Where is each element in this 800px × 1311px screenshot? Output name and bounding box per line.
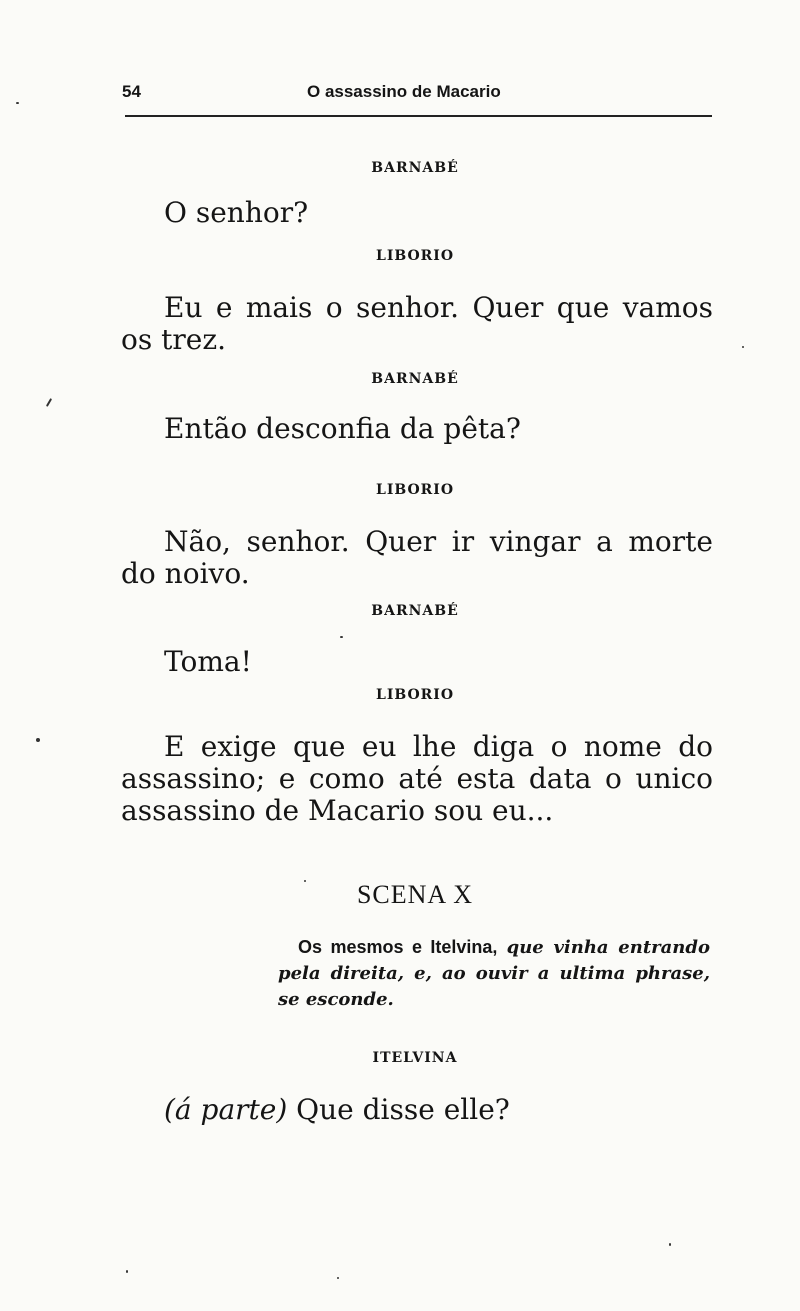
speech-text: Eu e mais o senhor. Quer que vamos os trez. bbox=[121, 291, 713, 356]
stage-direction-text: que vinha entrando pela direita, e, ao ouvir a ultima phrase, se esconde. bbox=[278, 937, 710, 1010]
stage-direction bbox=[278, 934, 710, 1013]
page-number: 54 bbox=[122, 82, 141, 101]
speech-text: Então desconfia da pêta? bbox=[164, 412, 521, 445]
print-speck bbox=[304, 880, 306, 882]
scene-title: SCENA X bbox=[356, 880, 474, 909]
running-title: O assassino de Macario bbox=[307, 82, 501, 101]
running-head bbox=[122, 82, 712, 108]
print-speck bbox=[337, 1277, 339, 1279]
print-speck bbox=[126, 1270, 128, 1273]
speech-text: O senhor? bbox=[164, 196, 309, 229]
print-speck bbox=[46, 398, 52, 407]
speaker-name: BARNABÉ bbox=[371, 603, 459, 619]
print-speck bbox=[36, 738, 40, 742]
speaker-name: LIBORIO bbox=[375, 482, 455, 498]
speech-text: Não, senhor. Quer ir vingar a morte do noivo. bbox=[121, 525, 713, 590]
aside-direction: (á parte) bbox=[164, 1093, 288, 1126]
speaker-name: ITELVINA bbox=[372, 1050, 458, 1066]
speaker-name: LIBORIO bbox=[375, 248, 455, 264]
speaker-name: BARNABÉ bbox=[371, 160, 459, 176]
speech-line: Que disse elle? bbox=[296, 1093, 510, 1126]
print-speck bbox=[669, 1243, 671, 1246]
print-speck bbox=[340, 636, 343, 638]
speech-text: E exige que eu lhe diga o nome do assassino; e como até esta data o unico assassino de Macario sou eu... bbox=[121, 730, 713, 827]
header-rule bbox=[125, 115, 712, 117]
speech-text: Toma! bbox=[164, 645, 252, 678]
print-speck bbox=[16, 102, 19, 104]
stage-direction-names: Os mesmos e Itelvina, bbox=[298, 937, 498, 957]
print-speck bbox=[742, 346, 744, 348]
speech-text bbox=[121, 1094, 713, 1126]
speaker-name: LIBORIO bbox=[375, 687, 455, 703]
speaker-name: BARNABÉ bbox=[371, 371, 459, 387]
